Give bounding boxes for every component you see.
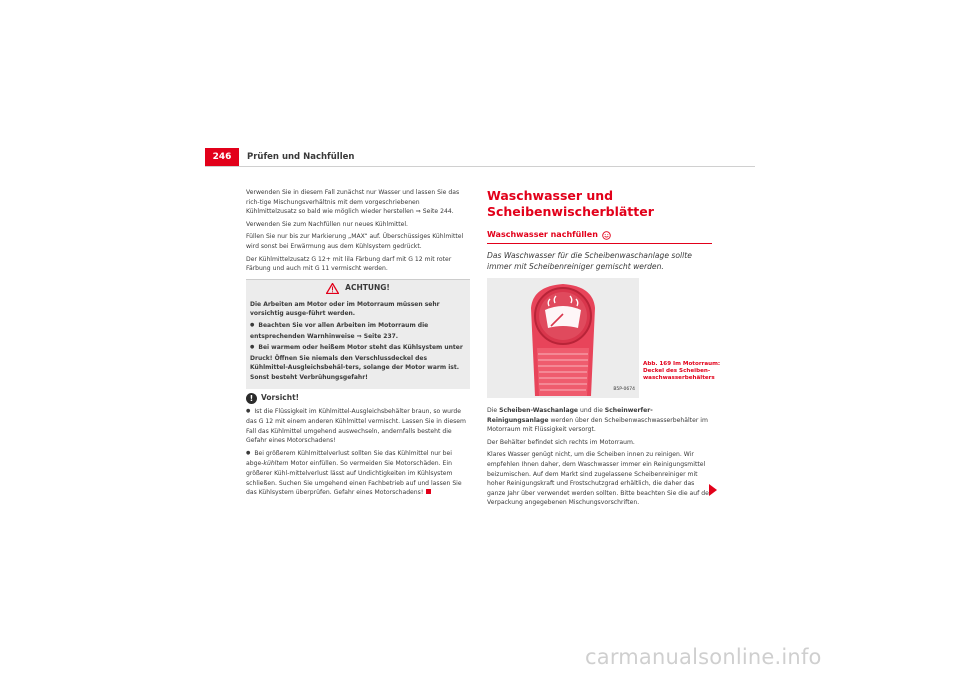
caution-exclamation-icon: ! <box>246 393 257 404</box>
paragraph: Der Kühlmittelzusatz G 12+ mit lila Färbung darf mit G 12 mit roter Färbung und auch mit G 11 vermischt werden. <box>246 255 452 273</box>
warning-bullet: ● Bei warmem oder heißem Motor steht das Kühlsystem unter Druck! Öffnen Sie niemals den Verschlussdeckel des Kühlmittel-Ausgleichsbehäl-ters, solange der Motor warm ist. Sonst besteht Verbrühungsgefahr! <box>250 343 466 382</box>
warning-box <box>246 279 470 389</box>
warning-heading <box>250 283 466 294</box>
watermark: carmanualsonline.info <box>585 645 822 669</box>
warning-triangle-icon <box>326 283 339 294</box>
subsection-title-text: Waschwasser nachfüllen <box>487 230 598 239</box>
caution-heading <box>246 393 470 404</box>
paragraph: Füllen Sie nur bis zur Markierung „MAX“ auf. Überschüssiges Kühlmittel wird sonst bei Erwärmung aus dem Kühlsystem gedrückt. <box>246 233 464 250</box>
warning-text: Die Arbeiten am Motor oder im Motorraum müssen sehr vorsichtig ausge-führt werden. <box>250 300 440 318</box>
caution-bullet <box>246 449 470 498</box>
warning-bullet: ● Beachten Sie vor allen Arbeiten im Motorraum die entsprechenden Warnhinweise ⇒ Seite 237. <box>250 321 466 341</box>
next-page-arrow-icon[interactable] <box>709 484 717 496</box>
warning-title: ACHTUNG! <box>345 283 390 293</box>
bold-term: Scheiben-Waschanlage <box>499 407 579 414</box>
header-divider <box>205 166 755 167</box>
washer-cap-illustration <box>487 278 639 398</box>
paragraph: Der Behälter befindet sich rechts im Motorraum. <box>487 438 635 446</box>
text-run: werden über den Scheibenwaschwasserbehälter im Motorraum mit Flüssigkeit versorgt. <box>487 416 708 434</box>
figure-caption: Abb. 169 Im Motorraum: Deckel des Scheiben-waschwasserbehälters <box>643 361 721 381</box>
page-header-title: Prüfen und Nachfüllen <box>247 152 355 162</box>
left-column <box>246 188 470 501</box>
paragraph: Klares Wasser genügt nicht, um die Scheiben innen zu reinigen. Wir empfehlen Ihnen daher, dem Waschwasser immer ein Reinigungsmittel beizumischen. Auf dem Markt sind zugelassene Scheibenreiniger mit hoher Reinigungskraft und Frostschutzgrad erhältlich, die daher das ganze Jahr über verwendet werden sollten. Bitte beachten Sie die auf der Verpackung angegebenen Mischungsvorschriften. <box>487 451 712 507</box>
bold-term: Scheinwerfer-Reinigungsanlage <box>487 407 653 424</box>
paragraph: Verwenden Sie zum Nachfüllen nur neues Kühlmittel. <box>246 220 408 228</box>
text-run: Die <box>487 407 500 414</box>
paragraph <box>487 406 712 435</box>
caution-text-rest: Motor einfüllen. So vermeiden Sie Motorschäden. Ein größerer Kühl-mittelverlust lässt auf Undichtigkeiten im Kühlsystem schließen. Suchen Sie umgehend einen Fachbetrieb auf und lassen Sie das Kühlsystem überprüfen. Gefahr eines Motorschadens! <box>246 460 462 497</box>
smiley-icon <box>602 231 611 240</box>
section-end-marker <box>426 489 431 494</box>
caution-title: Vorsicht! <box>261 393 300 403</box>
caution-text-prefix: Bei größerem Kühlmittelverlust sollten Sie das Kühlmittel nur bei abge- <box>246 449 452 468</box>
caution-bullet: ● Ist die Flüssigkeit im Kühlmittel-Ausgleichsbehälter braun, so wurde das G 12 mit einem anderen Kühlmittel vermischt. Lassen Sie in diesem Fall das Kühlmittel umgehend auswechseln, andernfalls besteht die Gefahr eines Motorschadens! <box>246 407 470 446</box>
page-number: 246 <box>205 148 239 166</box>
subsection-title <box>487 229 712 244</box>
paragraph: Verwenden Sie in diesem Fall zunächst nur Wasser und lassen Sie das rich-tige Mischungsverhältnis mit dem vorgeschriebenen Kühlmittelzusatz so bald wie möglich wieder herstellen ⇒ Seite 244. <box>246 189 460 216</box>
washer-reservoir-cap-figure <box>487 278 639 398</box>
caution-text-italic: kühltem <box>263 460 289 468</box>
section-title: Waschwasser und Scheibenwischerblätter <box>487 188 654 219</box>
text-run: und die <box>578 407 605 414</box>
lead-text: Das Waschwasser für die Scheibenwaschanlage sollte immer mit Scheibenreiniger gemischt werden. <box>487 251 692 271</box>
figure-code: B5P-0674 <box>613 387 635 393</box>
right-column <box>487 188 712 511</box>
